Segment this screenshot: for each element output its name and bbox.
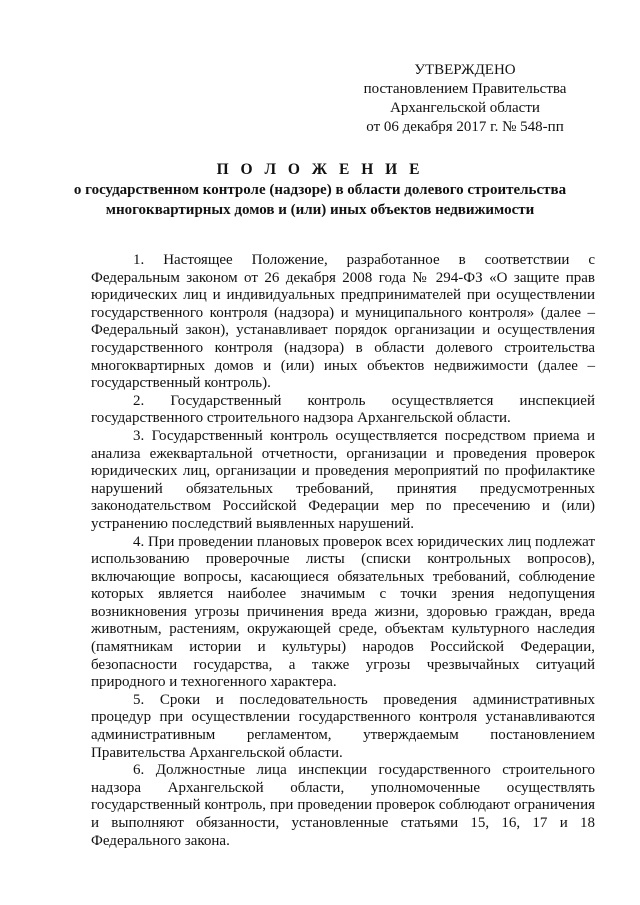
document-subtitle-line-2: многоквартирных домов и (или) иных объектов недвижимости <box>105 202 535 218</box>
paragraph-3: 3. Государственный контроль осуществляется посредством приема и анализа ежеквартальной отчетности, организации и проведения проверок юридических лиц, организации и проведения мероприятий по профилактике нарушений обязательных требований, принятия предусмотренных законодательством Российской Федерации мер по пресечению и (или) устранению последствий выявленных нарушений. <box>91 427 595 532</box>
approved-label: УТВЕРЖДЕНО <box>414 62 516 78</box>
approval-line-3: от 06 декабря 2017 г. № 548-пп <box>366 119 564 135</box>
document-heading: П О Л О Ж Е Н И Е <box>216 161 424 178</box>
paragraph-4: 4. При проведении плановых проверок всех юридических лиц подлежат использованию проверочные листы (списки контрольных вопросов), включающие вопросы, касающиеся обязательных требований, соблюдение которых является наиболее значимым с точки зрения недопущения возникновения угрозы причинения вреда жизни, здоровью граждан, вреда животным, растениям, окружающей среде, объектам культурного наследия (памятникам истории и культуры) народов Российской Федерации, безопасности государства, а также угрозы чрезвычайных ситуаций природного и техногенного характера. <box>91 533 595 691</box>
approval-line-1: постановлением Правительства <box>363 81 567 97</box>
paragraph-5: 5. Сроки и последовательность проведения административных процедур при осуществлении государственного контроля устанавливаются административным регламентом, утверждаемым постановлением Правительства Архангельской области. <box>91 691 595 761</box>
paragraph-6: 6. Должностные лица инспекции государственного строительного надзора Архангельской области, уполномоченные осуществлять государственный контроль, при проведении проверок соблюдают ограничения и выполняют обязанности, установленные статьями 15, 16, 17 и 18 Федерального закона. <box>91 762 595 849</box>
paragraph-1: 1. Настоящее Положение, разработанное в соответствии с Федеральным законом от 26 декабря 2008 года № 294-ФЗ «О защите прав юридических лиц и индивидуальных предпринимателей при осуществлении государственного контроля (надзора) и муниципального контроля» (далее – Федеральный закон), устанавливает порядок организации и осуществления государственного контроля (надзора) в области долевого строительства многоквартирных домов и (или) иных объектов недвижимости (далее – государственный контроль). <box>91 252 595 392</box>
document-title-block <box>70 160 570 220</box>
document-subtitle-line-1: о государственном контроле (надзоре) в области долевого строительства <box>73 182 567 198</box>
document-body <box>91 252 595 850</box>
paragraph-2: 2. Государственный контроль осуществляется инспекцией государственного строительного надзора Архангельской области. <box>91 392 595 427</box>
approval-stamp-block <box>330 61 600 137</box>
approval-line-2: Архангельской области <box>390 100 540 116</box>
